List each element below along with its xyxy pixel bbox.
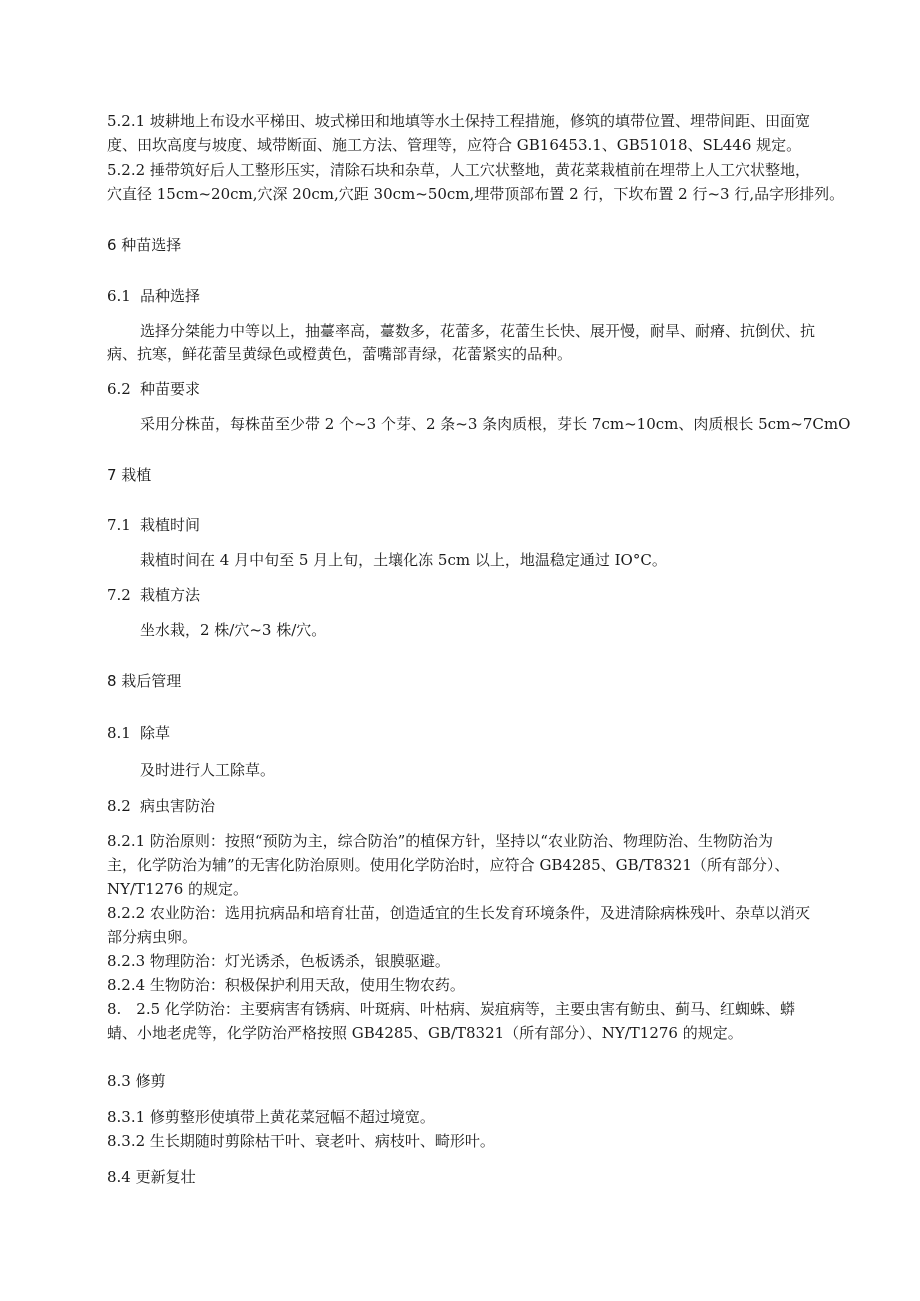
subsection-6-1-heading: [107, 285, 200, 307]
paragraph-8-1: 及时进行人工除草。: [140, 761, 276, 779]
clause-8-2-5-line-2: 蜻、小地老虎等，化学防治严格按照 GB4285、GB/T8321（所有部分）、NY/T1276 的规定。: [107, 1024, 743, 1042]
subsection-7-1-heading: [107, 514, 200, 536]
section-8-heading: 8 栽后管理: [107, 672, 182, 690]
clause-8-2-1-line-3: NY/T1276 的规定。: [107, 880, 249, 898]
subsection-7-2-number: 7.2: [107, 586, 131, 604]
subsection-8-2-title: 病虫害防治: [140, 797, 216, 815]
clause-8-2-2-line-2: 部分病虫卵。: [107, 928, 198, 946]
clause-8-2-1-line-2: 主，化学防治为辅”的无害化防治原则。使用化学防治时，应符合 GB4285、GB/T8321（所有部分）、: [107, 856, 790, 874]
clause-8-2-4: 8.2.4 生物防治：积极保护利用天敌，使用生物农药。: [107, 976, 465, 994]
clause-8-2-5-line-1: 8. 2.5 化学防治：主要病害有锈病、叶斑病、叶枯病、炭疽病等，主要虫害有鲂虫、蓟马、红蜘蛛、蟒: [107, 1000, 795, 1018]
section-6-heading: 6 种苗选择: [107, 236, 182, 254]
clause-5-2-1-line-2: 度、田坎高度与坡度、域带断面、施工方法、管理等，应符合 GB16453.1、GB51018、SL446 规定。: [107, 136, 802, 154]
paragraph-6-1-line-2: 病、抗寒，鲜花蕾呈黄绿色或橙黄色，蕾嘴部青绿，花蕾紧实的品种。: [107, 345, 573, 363]
subsection-7-2-heading: [107, 584, 200, 606]
subsection-8-1-title: 除草: [140, 724, 171, 742]
subsection-8-2-number: 8.2: [107, 797, 131, 815]
clause-5-2-2-line-1: 5.2.2 捶带筑好后人工整形压实，清除石块和杂草，人工穴状整地，黄花菜栽植前在埋带上人工穴状整地，: [107, 161, 810, 179]
subsection-8-1-heading: [107, 722, 170, 744]
paragraph-7-2: 坐水栽，2 株/穴~3 株/穴。: [140, 621, 327, 639]
clause-5-2-2-line-2: 穴直径 15cm~20cm,穴深 20cm,穴距 30cm~50cm,埋带顶部布置 2 行，下坎布置 2 行~3 行,品字形排列。: [107, 185, 845, 203]
subsection-6-2-heading: [107, 378, 200, 400]
subsection-8-3-heading: 8.3 修剪: [107, 1072, 166, 1090]
subsection-6-1-number: 6.1: [107, 287, 131, 305]
subsection-6-2-title: 种苗要求: [140, 380, 201, 398]
clause-8-2-2-line-1: 8.2.2 农业防治：选用抗病品和培育壮苗，创造适宜的生长发育环境条件，及进清除病株残叶、杂草以消灭: [107, 904, 810, 922]
subsection-7-2-title: 栽植方法: [140, 586, 201, 604]
clause-8-3-2: 8.3.2 生长期随时剪除枯干叶、衰老叶、病枝叶、畸形叶。: [107, 1132, 495, 1150]
paragraph-6-1-line-1: 选择分桀能力中等以上，抽薹率高，薹数多，花蕾多，花蕾生长快、展开慢，耐旱、耐瘠、抗倒伏、抗: [140, 322, 816, 340]
paragraph-7-1: 栽植时间在 4 月中旬至 5 月上旬，土壤化冻 5cm 以上，地温稳定通过 IO°C。: [140, 551, 667, 569]
paragraph-6-2: 采用分株苗，每株苗至少带 2 个~3 个芽、2 条~3 条肉质根，芽长 7cm~10cm、肉质根长 5cm~7CmO: [140, 415, 851, 433]
clause-5-2-1-line-1: 5.2.1 坡耕地上布设水平梯田、坡式梯田和地填等水土保持工程措施，修筑的填带位置、埋带间距、田面宽: [107, 112, 810, 130]
clause-8-3-1: 8.3.1 修剪整形使填带上黄花菜冠幅不超过境宽。: [107, 1108, 435, 1126]
clause-8-2-3: 8.2.3 物理防治：灯光诱杀，色板诱杀，银膜驱避。: [107, 952, 450, 970]
subsection-7-1-title: 栽植时间: [140, 516, 201, 534]
subsection-8-2-heading: [107, 795, 215, 817]
subsection-7-1-number: 7.1: [107, 516, 131, 534]
subsection-8-4-heading: 8.4 更新复壮: [107, 1168, 196, 1186]
subsection-8-1-number: 8.1: [107, 724, 131, 742]
subsection-6-1-title: 品种选择: [140, 287, 201, 305]
subsection-6-2-number: 6.2: [107, 380, 131, 398]
clause-8-2-1-line-1: 8.2.1 防治原则：按照“预防为主，综合防治”的植保方针，坚持以“农业防治、物理防治、生物防治为: [107, 832, 773, 850]
section-7-heading: 7 栽植: [107, 466, 152, 484]
